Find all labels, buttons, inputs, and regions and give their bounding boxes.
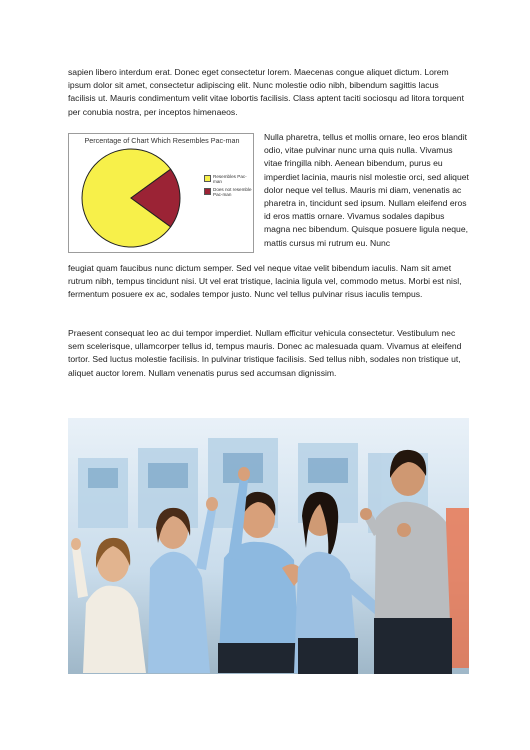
legend-swatch-red <box>204 188 211 195</box>
legend-item-resembles <box>204 174 254 184</box>
paragraph-3: Praesent consequat leo ac dui tempor imperdiet. Nullam efficitur vehicula consectetur. Vestibulum nec sem scelerisque, ullamcorper tellus id, tempus mauris. Donec ac malesuada quam. Vivamus at eleifend tortor. Sed luctus molestie facilisis. In pulvinar tristique facilisis. Sed tellus nibh, sodales non tristique ut, aliquet auctor lorem. Nullam venenatis purus sed accumsan dignissim. <box>68 328 462 378</box>
legend-swatch-yellow <box>204 175 211 182</box>
paragraph-1: sapien libero interdum erat. Donec eget consectetur lorem. Maecenas congue aliquet dictum. Lorem ipsum dolor sit amet, consectetur adipiscing elit. Nunc molestie odio nibh, bibendum sagittis lacus facilisis ut. Mauris condimentum velit vitae lobortis facilisis. Class aptent taciti sociosqu ad litora torquent per conubia nostra, per inceptos himenaeos. <box>68 67 464 117</box>
paragraph-2-continued: feugiat quam faucibus nunc dictum semper. Sed vel neque vitae velit bibendum iaculis. Nam sit amet rutrum nibh, tempus tincidunt nisi. Ut vel erat tristique, lacinia ligula vel, commodo metus. Morbi est nisl, fermentum posuere ex ac, sodales tempor justo. Nunc vel tellus pulvinar risus iaculis tempus. <box>68 263 462 300</box>
team-celebration-photo <box>68 418 469 674</box>
chart-legend <box>204 174 254 200</box>
paragraph-2: Nulla pharetra, tellus et mollis ornare, leo eros blandit odio, vitae pulvinar nunc urna quis nulla. Vivamus vitae fringilla nibh. Aenean bibendum, purus eu imperdiet lacinia, mauris nisl molestie orci, sed aliquet dolor neque vel tellus. Mauris mi diam, venenatis ac pharetra in, tincidunt sed ipsum. Nullam eleifend eros id eros mattis ornare. Vivamus sodales dapibus magna nec bibendum. Quisque posuere ligula neque, mattis cursus mi rutrum eu. Nunc <box>264 132 469 248</box>
legend-label-does-not-resemble: Does not resemble Pac-man <box>213 187 252 197</box>
legend-label-resembles: Resembles Pac-man <box>213 174 247 184</box>
pie-chart <box>68 133 254 253</box>
office-team-illustration <box>68 418 469 674</box>
legend-item-does-not-resemble <box>204 187 254 197</box>
chart-title: Percentage of Chart Which Resembles Pac-man <box>84 136 240 145</box>
